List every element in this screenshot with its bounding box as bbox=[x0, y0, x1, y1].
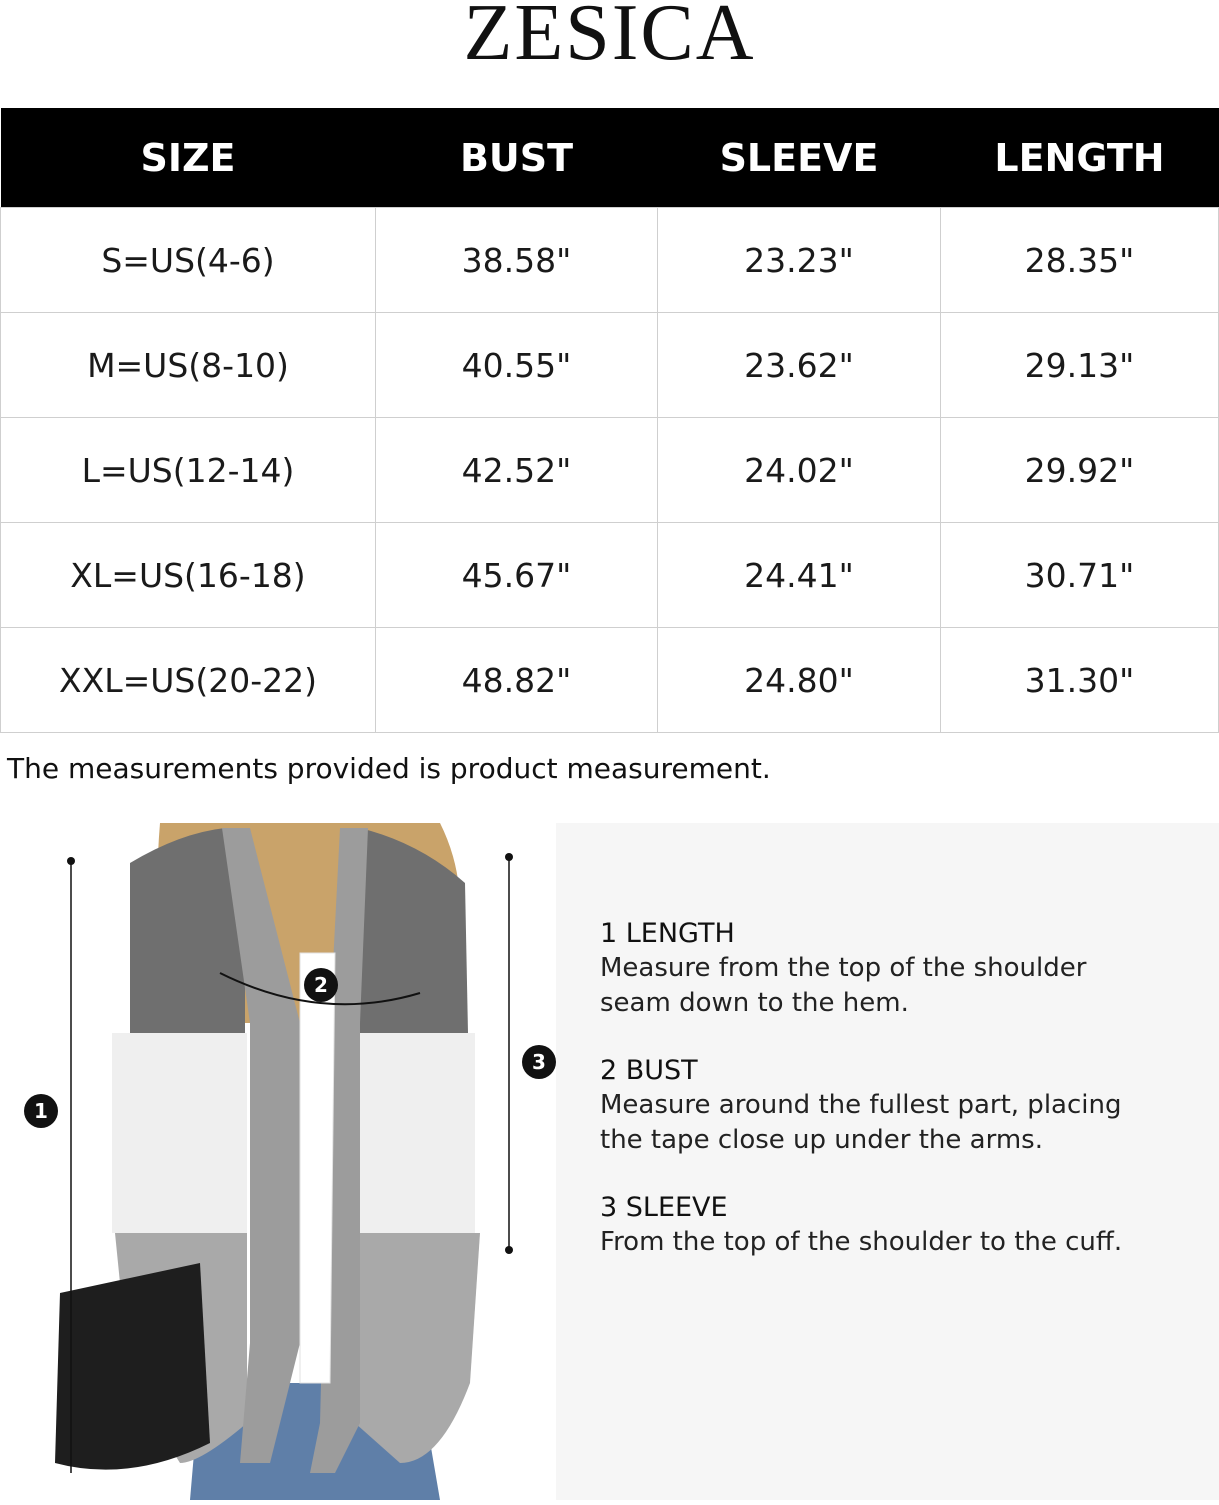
table-row bbox=[1, 628, 1219, 733]
marker-sleeve: 3 bbox=[522, 1045, 556, 1079]
size-cell: M=US(8-10) bbox=[1, 313, 376, 418]
guide-length-title: 1 LENGTH bbox=[600, 918, 735, 949]
guide-length bbox=[600, 917, 1160, 1021]
brand-logo: ZESICA bbox=[463, 0, 756, 77]
sleeve-line-end-top bbox=[505, 853, 513, 861]
sleeve-cell: 24.80" bbox=[658, 628, 941, 733]
cardigan-left-white bbox=[112, 1033, 247, 1233]
header-length: LENGTH bbox=[941, 108, 1219, 208]
length-cell: 28.35" bbox=[941, 208, 1219, 313]
length-cell: 29.92" bbox=[941, 418, 1219, 523]
guide-bust-title: 2 BUST bbox=[600, 1055, 698, 1086]
guide-sleeve bbox=[600, 1191, 1160, 1260]
cardigan-illustration bbox=[0, 823, 556, 1500]
size-cell: XXL=US(20-22) bbox=[1, 628, 376, 733]
length-cell: 31.30" bbox=[941, 628, 1219, 733]
table-row bbox=[1, 208, 1219, 313]
sleeve-cell: 23.23" bbox=[658, 208, 941, 313]
guide-sleeve-desc: From the top of the shoulder to the cuff. bbox=[600, 1227, 1123, 1257]
model-photo bbox=[0, 823, 556, 1500]
length-line-end-top bbox=[67, 857, 75, 865]
sleeve-cell: 23.62" bbox=[658, 313, 941, 418]
length-cell: 29.13" bbox=[941, 313, 1219, 418]
handbag-shape bbox=[55, 1263, 210, 1470]
measurement-note: The measurements provided is product measurement. bbox=[7, 752, 771, 785]
sleeve-line-end-bottom bbox=[505, 1246, 513, 1254]
header-bust: BUST bbox=[376, 108, 658, 208]
table-row bbox=[1, 418, 1219, 523]
header-size: SIZE bbox=[1, 108, 376, 208]
marker-length: 1 bbox=[24, 1094, 58, 1128]
table-header-row bbox=[1, 108, 1219, 208]
bust-cell: 48.82" bbox=[376, 628, 658, 733]
length-cell: 30.71" bbox=[941, 523, 1219, 628]
bust-cell: 38.58" bbox=[376, 208, 658, 313]
sleeve-cell: 24.41" bbox=[658, 523, 941, 628]
guide-length-desc: Measure from the top of the shoulder seam down to the hem. bbox=[600, 953, 1087, 1018]
white-top bbox=[300, 953, 335, 1383]
cardigan-right-bottom bbox=[355, 1233, 480, 1463]
table-row bbox=[1, 523, 1219, 628]
bust-cell: 42.52" bbox=[376, 418, 658, 523]
bust-cell: 40.55" bbox=[376, 313, 658, 418]
size-chart-table bbox=[0, 108, 1219, 733]
table-row bbox=[1, 313, 1219, 418]
marker-bust: 2 bbox=[304, 968, 338, 1002]
bust-cell: 45.67" bbox=[376, 523, 658, 628]
size-cell: S=US(4-6) bbox=[1, 208, 376, 313]
guide-sleeve-title: 3 SLEEVE bbox=[600, 1192, 728, 1223]
cardigan-right-white bbox=[355, 1033, 475, 1233]
size-cell: XL=US(16-18) bbox=[1, 523, 376, 628]
guide-bust bbox=[600, 1054, 1160, 1158]
size-cell: L=US(12-14) bbox=[1, 418, 376, 523]
sleeve-cell: 24.02" bbox=[658, 418, 941, 523]
header-sleeve: SLEEVE bbox=[658, 108, 941, 208]
measure-guide-panel bbox=[556, 823, 1219, 1500]
guide-bust-desc: Measure around the fullest part, placing the tape close up under the arms. bbox=[600, 1090, 1122, 1155]
